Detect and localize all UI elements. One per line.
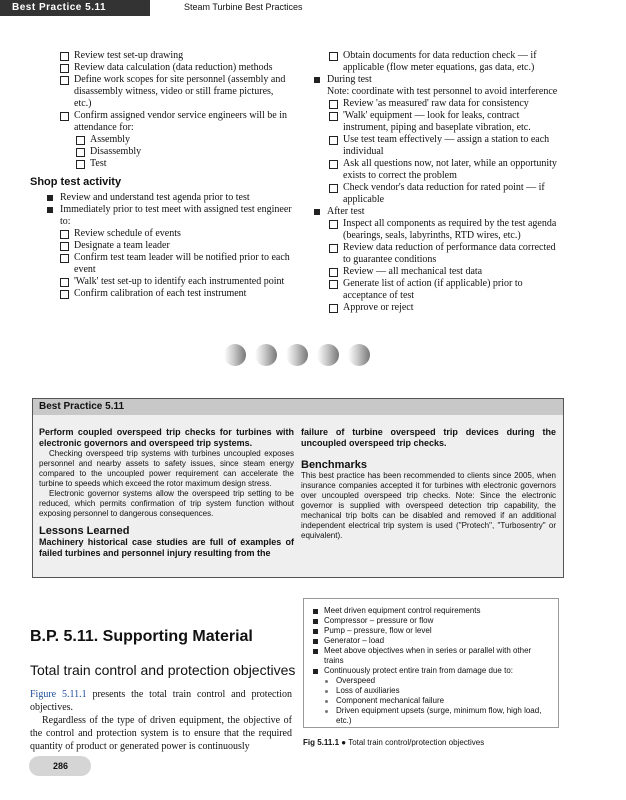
best-practice-paragraph: Electronic governor systems allow the overspeed trip setting to be reduced, which permits confirmation of trip system function without exposing personnel to dangerous consequences. xyxy=(39,489,294,518)
checklist-subitem: Assembly xyxy=(76,134,292,146)
checklist-item: Confirm test team leader will be notified prior to each event xyxy=(60,252,292,276)
figure-subitem: Overspeed xyxy=(312,676,552,686)
figure-subitem: Loss of auxiliaries xyxy=(312,686,552,696)
checklist-item: Inspect all components as required by the test agenda (bearings, seals, labyrinths, RTD wires, etc.) xyxy=(329,218,561,242)
checklist-item: Review schedule of events xyxy=(60,228,292,240)
body-text-fragment: presents the total train control and protection objectives. xyxy=(30,689,293,713)
checklist-subitem: Disassembly xyxy=(76,146,292,158)
divider-dot xyxy=(317,344,339,366)
checklist-item: 'Walk' test set-up to identify each instrumented point xyxy=(60,276,292,288)
right-top-checklist xyxy=(313,50,561,314)
lessons-learned-text: Machinery historical case studies are full of examples of failed turbines and personnel injury resulting from the xyxy=(39,537,294,558)
divider-dot xyxy=(348,344,370,366)
best-practice-title: Best Practice 5.11 xyxy=(33,399,563,415)
divider-dot xyxy=(224,344,246,366)
checklist-item: Define work scopes for site personnel (assembly and disassembly witness, video or still frame pictures, etc.) xyxy=(60,74,292,110)
figure-caption-label: Fig 5.11.1 xyxy=(303,738,340,747)
divider-dot xyxy=(286,344,308,366)
page-number: 286 xyxy=(29,756,91,776)
bullet-item: Review and understand test agenda prior to test xyxy=(46,192,292,204)
best-practice-left-column xyxy=(39,427,294,559)
figure-item: Generator – load xyxy=(312,636,552,646)
checklist-item: Use test team effectively — assign a station to each individual xyxy=(329,134,561,158)
header-tab xyxy=(150,0,626,16)
checklist-item: Check vendor's data reduction for rated point — if applicable xyxy=(329,182,561,206)
figure-box xyxy=(303,598,559,728)
header-section-label: Best Practice 5.11 xyxy=(12,2,107,13)
checklist-item: Review data reduction of performance data corrected to guarantee conditions xyxy=(329,242,561,266)
divider-dot xyxy=(255,344,277,366)
best-practice-paragraph: Checking overspeed trip systems with turbines uncoupled exposes personnel and nearby assets to safety issues, since steam energy compared to the uncoupled power requirement can accelerate the turbine to speeds which exceed the rotor maximum design stress. xyxy=(39,449,294,488)
best-practice-lead-continued: failure of turbine overspeed trip devices during the uncoupled overspeed trip checks. xyxy=(301,427,556,448)
shop-test-heading: Shop test activity xyxy=(30,176,122,188)
figure-link[interactable]: Figure 5.11.1 xyxy=(30,689,87,700)
benchmarks-text: This best practice has been recommended to clients since 2005, when insurance companies accepted it for turbines with electronic governors over uncoupled overspeed trip checks. Note: Since the electronic governor is supplied with overspeed detection trip capability, the mechanical trip bolts can be disabled and removed if an additional independent electrical trip system is used ("Protech", "Turbosentry" or equivalent). xyxy=(301,471,556,540)
bullet-item: After test xyxy=(313,206,561,218)
checklist-item: Review test set-up drawing xyxy=(60,50,292,62)
best-practice-lead: Perform coupled overspeed trip checks for turbines with electronic governors and overspeed trip systems. xyxy=(39,427,294,448)
checklist-item: Review — all mechanical test data xyxy=(329,266,561,278)
body-paragraph: Regardless of the type of driven equipment, the objective of the control and protection system is to ensure that the required quantity of product or generated power is continuously xyxy=(30,715,292,752)
bullet-item: During test xyxy=(313,74,561,86)
note-text: Note: coordinate with test personnel to avoid interference xyxy=(327,86,558,97)
lessons-learned-heading: Lessons Learned xyxy=(39,525,130,537)
figure-caption xyxy=(303,738,484,747)
checklist-subitem: Test xyxy=(76,158,292,170)
figure-subitem: Driven equipment upsets (surge, minimum flow, high load, etc.) xyxy=(312,706,552,726)
body-text xyxy=(30,688,292,753)
figure-list xyxy=(312,606,552,726)
header-title: Steam Turbine Best Practices xyxy=(184,2,303,12)
section-divider-dots xyxy=(224,344,424,366)
benchmarks-heading: Benchmarks xyxy=(301,459,368,471)
checklist-item: Obtain documents for data reduction check — if applicable (flow meter equations, gas data, etc.) xyxy=(329,50,561,74)
checklist-item: 'Walk' equipment — look for leaks, contract instrument, piping and baseplate vibration, etc. xyxy=(329,110,561,134)
figure-item: Compressor – pressure or flow xyxy=(312,616,552,626)
best-practice-box xyxy=(32,398,564,578)
left-top-checklist xyxy=(60,50,292,170)
figure-subitem: Component mechanical failure xyxy=(312,696,552,706)
figure-caption-text: Total train control/protection objectives xyxy=(348,738,485,747)
checklist-item: Confirm calibration of each test instrument xyxy=(60,288,292,300)
checklist-item: Designate a team leader xyxy=(60,240,292,252)
checklist-item: Review 'as measured' raw data for consistency xyxy=(329,98,561,110)
best-practice-right-column xyxy=(301,427,556,541)
checklist-item: Review data calculation (data reduction) methods xyxy=(60,62,292,74)
figure-item: Pump – pressure, flow or level xyxy=(312,626,552,636)
caption-bullet-icon: ● xyxy=(341,738,349,747)
figure-item: Meet driven equipment control requirements xyxy=(312,606,552,616)
header-bar xyxy=(0,0,626,16)
checklist-item: Approve or reject xyxy=(329,302,561,314)
figure-item: Continuously protect entire train from damage due to: xyxy=(312,666,552,676)
section-subtitle: Total train control and protection objectives xyxy=(30,662,296,678)
bullet-item: Immediately prior to test meet with assigned test engineer to: xyxy=(46,204,292,228)
section-title: B.P. 5.11. Supporting Material xyxy=(30,628,253,645)
checklist-item: Ask all questions now, not later, while an opportunity exists to correct the problem xyxy=(329,158,561,182)
figure-item: Meet above objectives when in series or parallel with other trains xyxy=(312,646,552,666)
checklist-item: Generate list of action (if applicable) prior to acceptance of test xyxy=(329,278,561,302)
checklist-item: Confirm assigned vendor service engineers will be in attendance for: xyxy=(60,110,292,134)
shop-test-section xyxy=(30,170,292,300)
